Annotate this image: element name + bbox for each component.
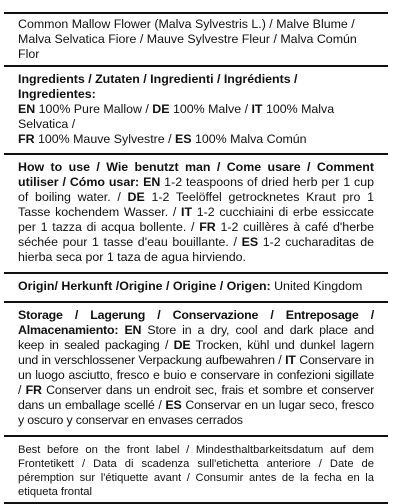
usage-code-de: DE [127, 190, 145, 204]
lang-code-de: DE [152, 102, 170, 116]
storage-fr: Conserver dans un endroit sec, frais et sombre et conserver dans un emballage scellé / [18, 383, 374, 412]
origin-label: Origin/ Herkunft /Origine / Origine / Origen: [18, 279, 271, 293]
storage-code-en: EN [124, 323, 142, 337]
title-line-1: Common Mallow Flower (Malva Sylvestris L.) / Malve Blume / [18, 17, 355, 31]
lang-code-en: EN [18, 102, 36, 116]
ingredients-heading-text: Ingredients / Zutaten / Ingredienti / Ingrédients / Ingredientes: [18, 72, 298, 101]
lang-code-it: IT [251, 102, 263, 116]
origin-line [18, 279, 374, 294]
product-label [4, 12, 388, 504]
ingredients-heading [18, 72, 374, 102]
title-section [4, 12, 388, 65]
storage-code-fr: FR [25, 383, 42, 397]
usage-it: 1-2 cucchiaini di erbe essiccate per 1 tazza di acqua bollente. / [18, 205, 374, 234]
storage-it: Conservare in un luogo asciutto, fresco e buio e conservare in confezioni sigillate / [18, 353, 375, 397]
ingredients-section [4, 65, 388, 153]
storage-text [18, 308, 374, 428]
usage-de: 1-2 Teelöffel getrocknetes Kraut pro 1 Tasse kochendem Wasser. / [18, 190, 374, 219]
usage-code-es: ES [241, 235, 259, 249]
usage-text [18, 160, 374, 265]
usage-code-fr: FR [199, 220, 216, 234]
ingredients-line-2 [18, 102, 374, 132]
usage-code-it: IT [181, 205, 193, 219]
ingredient-es: 100% Malva Común [191, 132, 307, 146]
ingredient-fr: 100% Mauve Sylvestre / [34, 132, 176, 146]
storage-code-es: ES [165, 398, 182, 412]
storage-en: Store in a dry, cool and dark place and keep in sealed packaging / [18, 323, 374, 352]
best-before-text: Best before on the front label / Mindesthaltbarkeitsdatum auf dem Frontetikett / Data di scadenza sull'etichetta anteriore / Date de péremption sur l'étiquette avant / Consumir antes de la fecha en la etiqueta frontal [18, 444, 374, 498]
ingredient-en: 100% Pure Mallow / [35, 102, 153, 116]
ingredient-it: 100% Malva Selvatica / [18, 102, 335, 131]
ingredient-de: 100% Malve / [169, 102, 252, 116]
usage-es: 1-2 cucharaditas de hierba seca por 1 taza de agua hirviendo. [18, 235, 374, 264]
storage-section [4, 301, 388, 435]
usage-heading: How to use / Wie benutzt man / Come usare / Comment utiliser / Cómo usar: [18, 160, 374, 189]
best-before-section [4, 435, 388, 504]
usage-en: 1-2 teaspoons of dried herb per 1 cup of boiling water. / [18, 175, 374, 204]
ingredients-line-3 [18, 132, 374, 147]
storage-code-it: IT [285, 353, 296, 367]
usage-section [4, 153, 388, 272]
storage-de: Trocken, kühl und dunkel lagern und in verschlossener Verpackung aufbewahren / [18, 338, 374, 367]
origin-value: United Kingdom [270, 279, 363, 293]
usage-code-en: EN [143, 175, 161, 189]
storage-heading: Storage / Lagerung / Conservazione / Entreposage / Almacenamiento: [18, 308, 374, 337]
lang-code-fr: FR [18, 132, 35, 146]
usage-fr: 1-2 cuillères à café d'herbe séchée pour 1 tasse d'eau bouillante. / [18, 220, 374, 249]
storage-es: Conservar en un lugar seco, fresco y oscuro y conservar en envases cerrados [18, 398, 374, 427]
storage-code-de: DE [173, 338, 191, 352]
title-line-2: Malva Selvatica Fiore / Mauve Sylvestre Fleur / Malva Común Flor [18, 32, 357, 61]
origin-section [4, 272, 388, 301]
lang-code-es: ES [175, 132, 192, 146]
